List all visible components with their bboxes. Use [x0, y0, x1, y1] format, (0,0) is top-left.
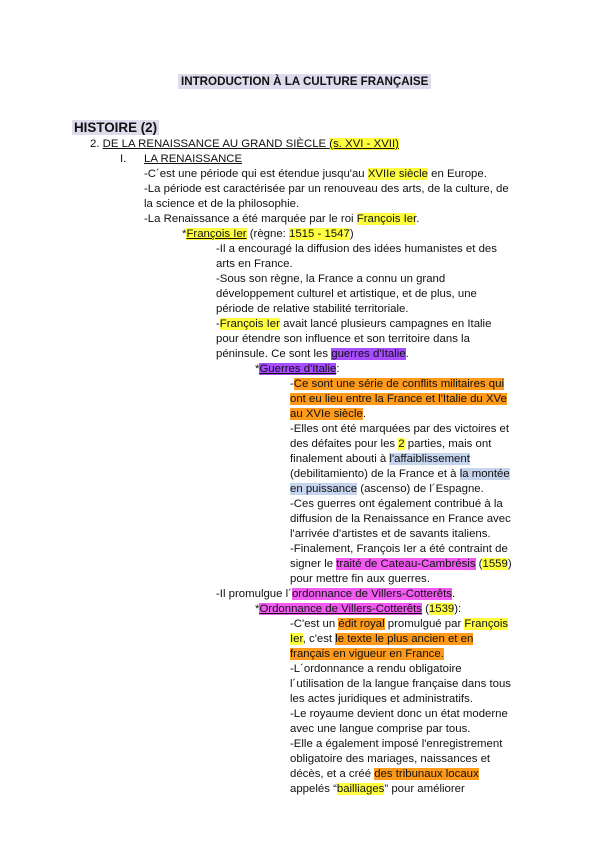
- text-line: obligatoire des mariages, naissances et: [290, 753, 491, 765]
- highlight: 1559: [482, 558, 508, 570]
- text: -C´est une période qui est étendue jusqu'au: [144, 168, 368, 180]
- text-line: [144, 167, 487, 182]
- text-line: [290, 767, 479, 782]
- highlight: 1515 - 1547: [289, 228, 350, 240]
- highlight: guerres d'Italie: [331, 348, 406, 360]
- highlight: ont eu lieu entre la France et l'Italie du: [290, 393, 486, 405]
- text-line: développement culturel et artistique, et de plus, une: [216, 288, 477, 300]
- subsection-title: [90, 137, 399, 152]
- text-line: [290, 407, 366, 422]
- text-line: pour mettre fin aux guerres.: [290, 573, 430, 585]
- text: (: [421, 603, 429, 615]
- subheading-ordonnance: [255, 602, 461, 617]
- highlight: Ier: [290, 633, 303, 645]
- text: *: [182, 228, 187, 240]
- text-line: diffusion de la Renaissance en France avec: [290, 513, 511, 525]
- highlight: au XVIe siècle: [290, 408, 363, 420]
- highlight: XVe: [485, 393, 507, 405]
- text-line: l´utilisation de la langue française dans tous: [290, 678, 511, 690]
- text: .: [362, 408, 366, 420]
- document-title: INTRODUCTION À LA CULTURE FRANÇAISE: [178, 74, 431, 89]
- text: -Il promulgue l´: [216, 588, 292, 600]
- highlight: la montée: [459, 468, 510, 480]
- text: ):: [454, 603, 462, 615]
- text-line: [290, 467, 510, 482]
- text-line: les actes juridiques et administratifs.: [290, 693, 473, 705]
- highlight: 2: [398, 438, 405, 450]
- text: signer le: [290, 558, 337, 570]
- subsection-text: DE LA RENAISSANCE AU GRAND SIÈCLE: [102, 138, 330, 150]
- text-line: -Elles ont été marquées par des victoires et: [290, 423, 510, 435]
- text: .: [405, 348, 409, 360]
- text-line: [216, 317, 491, 332]
- text-line: -Le royaume devient donc un état moderne: [290, 708, 508, 720]
- text: en Europe.: [427, 168, 487, 180]
- text-line: -L´ordonnance a rendu obligatoire: [290, 663, 462, 675]
- text-line: -Il a encouragé la diffusion des idées humanistes et des: [216, 243, 497, 255]
- text: promulgué par: [384, 618, 465, 630]
- text-line: [290, 557, 512, 572]
- text: -: [216, 318, 220, 330]
- text: parties, mais ont: [404, 438, 492, 450]
- text-line: l'arrivée d'artistes et de savants italiens.: [290, 528, 491, 540]
- highlight: traité de Cateau-Cambrésis: [336, 558, 476, 570]
- highlight: XVIIe siècle: [367, 168, 428, 180]
- highlight: Guerres d'Italie: [259, 363, 337, 375]
- text-line: [216, 347, 409, 362]
- text-line: la science et de la philosophie.: [144, 198, 300, 210]
- text-line: [290, 647, 444, 662]
- text-line: [216, 587, 455, 602]
- highlight: François Ier: [219, 318, 280, 330]
- text-line: [290, 437, 491, 452]
- text-line: -Ces guerres ont également contribué à la: [290, 498, 503, 510]
- text-line: [290, 617, 508, 632]
- highlight: bailliages: [336, 783, 385, 795]
- text: péninsule. Ce sont les: [216, 348, 332, 360]
- text: .: [451, 588, 456, 600]
- text: ): [349, 228, 354, 240]
- text-line: arts en France.: [216, 258, 293, 270]
- highlight: François: [464, 618, 509, 630]
- text: (debilitamiento) de la France et à: [290, 468, 460, 480]
- text: *: [255, 603, 260, 615]
- highlight: François Ier: [356, 213, 417, 225]
- roman-title: LA RENAISSANCE: [144, 153, 243, 165]
- text: avait lancé plusieurs campagnes en Italie: [279, 318, 492, 330]
- text-line: -Sous son règne, la France a connu un grand: [216, 273, 446, 285]
- text: (ascenso) de l´Espagne.: [357, 483, 484, 495]
- highlight: ordonnance de Villers-Cotterêts: [291, 588, 452, 600]
- highlight: des tribunaux locaux: [374, 768, 479, 780]
- highlight: en puissance: [290, 483, 358, 495]
- text: ): [507, 558, 512, 570]
- text: -C'est un: [290, 618, 339, 630]
- text-line: pour étendre son influence et son territoire dans la: [216, 333, 470, 345]
- text-line: [290, 392, 507, 407]
- highlight: édit royal: [338, 618, 385, 630]
- text: (: [475, 558, 483, 570]
- highlight: le texte le plus ancien et en: [335, 633, 474, 645]
- text-line: -La période est caractérisée par un renouveau des arts, de la culture, de: [144, 183, 509, 195]
- text-line: -Elle a également imposé l'enregistrement: [290, 738, 503, 750]
- text-line: [290, 377, 504, 392]
- text: , c'est: [302, 633, 336, 645]
- highlight: Ordonnance de Villers-Cotterêts: [259, 603, 422, 615]
- roman-heading: [120, 152, 243, 167]
- text-line: avec une langue comprise par tous.: [290, 723, 471, 735]
- section-heading: HISTOIRE (2): [74, 120, 158, 135]
- subsection-period: (s. XVI - XVII): [329, 138, 399, 150]
- subheading-guerres: [255, 362, 340, 377]
- text-line: [290, 482, 484, 497]
- highlight: français en vigueur en France.: [290, 648, 444, 660]
- highlight: François Ier: [186, 228, 247, 240]
- text: .: [416, 213, 420, 225]
- text: (règne:: [246, 228, 289, 240]
- text-line: période de relative stabilité territoriale.: [216, 303, 409, 315]
- highlight: Ce sont une série de conflits militaires qui: [293, 378, 504, 390]
- text-line: [290, 632, 473, 647]
- highlight: l'affaiblissement: [389, 453, 470, 465]
- text-line: [144, 212, 419, 227]
- text-line: [290, 452, 470, 467]
- text: -: [290, 378, 294, 390]
- text: ” pour améliorer: [384, 783, 465, 795]
- text: *: [255, 363, 260, 375]
- text: appelés “: [290, 783, 337, 795]
- roman-number: I.: [120, 153, 127, 165]
- text: des défaites pour les: [290, 438, 399, 450]
- subheading-francois: [182, 227, 354, 242]
- text-line: -Finalement, François Ier a été contraint de: [290, 543, 508, 555]
- text: -La Renaissance a été marquée par le roi: [144, 213, 357, 225]
- highlight: 1539: [428, 603, 455, 615]
- text: décès, et a créé: [290, 768, 375, 780]
- subsection-number: 2.: [90, 138, 100, 150]
- text-line: [290, 782, 465, 797]
- text: finalement abouti à: [290, 453, 390, 465]
- text: :: [336, 363, 340, 375]
